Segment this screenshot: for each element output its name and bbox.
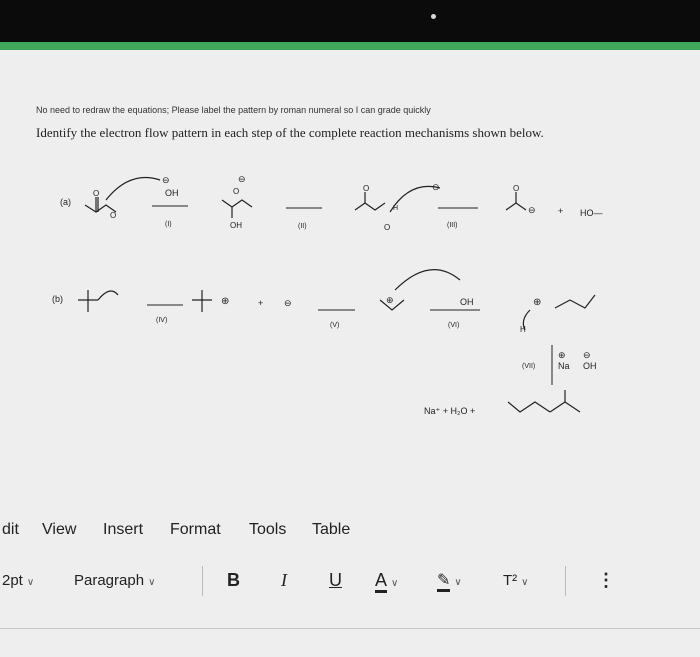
tert-butyl-iodide [78,290,118,312]
plus-sign-2: + [258,298,264,308]
toolbar-divider [565,566,566,596]
toolbar-divider [202,566,203,596]
naoh-oh-label: OH [583,361,597,371]
menu-view[interactable]: View [42,521,77,538]
step-VI: (VI) [448,322,460,329]
step-IV: (IV) [156,317,168,324]
menu-tools[interactable]: Tools [249,521,287,538]
plus-charge-2: ⊕ [386,295,394,305]
step-I: (I) [165,221,172,228]
part-a-label: (a) [60,197,71,207]
superscript-button[interactable] [503,572,529,589]
minus-charge-3: ⊖ [432,182,440,192]
h-label-2: H [520,325,526,334]
step-II: (II) [298,223,307,230]
chevron-down-icon: ∨ [521,577,529,588]
oh-label-2: OH [230,221,242,230]
top-bar [0,0,700,44]
menu-edit[interactable]: dit [2,521,19,538]
minus-charge-1: ⊖ [162,175,170,185]
highlight-icon: ✎ [437,572,450,592]
text-color-icon: A [375,570,387,593]
question-text: Identify the electron flow pattern in each step of the complete reaction mechanisms shown below. [36,125,544,140]
minus-charge-4: ⊖ [528,205,536,215]
na-charge: ⊕ [558,350,566,360]
o-label-5: O [513,184,520,193]
italic-button[interactable]: I [281,570,287,590]
chevron-down-icon: ∨ [26,577,35,588]
mechanism-scheme [0,160,700,460]
minus-charge-2: ⊖ [238,174,246,184]
oxonium-o: ⊕ [533,297,542,308]
font-size-value: 2pt [2,572,23,589]
chevron-down-icon: ∨ [454,577,462,588]
plus-sign-1: + [558,206,564,216]
part-b-label: (b) [52,294,63,304]
ho-label: HO— [580,208,603,218]
font-size-select[interactable] [2,572,34,589]
step-V: (V) [330,322,340,329]
more-options-icon[interactable]: ⋮ [597,570,615,590]
step-VII: (VII) [522,363,536,370]
byproducts-label: Na⁺ + H₂O + [424,406,476,416]
menu-insert[interactable]: Insert [103,521,144,538]
carbonyl-o: O [93,189,100,198]
o-label-2: O [233,187,240,196]
chevron-down-icon: ∨ [391,578,399,589]
highlight-button[interactable] [437,570,462,590]
underline-button[interactable]: U [329,570,342,590]
oh-label-3: OH [460,297,474,307]
oh-label-1: OH [165,188,179,198]
superscript-icon: T² [503,572,518,589]
tert-butyl-cation [192,290,212,312]
camera-dot [431,14,436,19]
menu-format[interactable]: Format [170,521,221,538]
menu-table[interactable]: Table [312,521,351,538]
o-label-4: O [384,223,391,232]
bold-button[interactable]: B [227,570,240,590]
editor-divider [0,628,700,629]
paragraph-select[interactable] [74,572,155,589]
chevron-down-icon: ∨ [148,577,156,588]
cation-charge: ⊕ [221,296,230,307]
step-III: (III) [447,222,458,229]
oh-charge: ⊖ [583,350,591,360]
iodide-charge: ⊖ [284,298,292,308]
h-label-1: H [393,205,399,212]
alcohol-product [508,390,580,412]
o-label-3: O [363,184,370,193]
carboxylate-product [506,192,526,210]
ester-o: O [110,211,117,220]
paragraph-value: Paragraph [74,572,145,589]
accent-bar [0,42,700,50]
na-label: Na [558,361,570,371]
instruction-note: No need to redraw the equations; Please label the pattern by roman numeral so I can grade quickly [36,105,431,115]
tetrahedral-intermediate [222,200,252,218]
text-color-button[interactable] [375,570,398,591]
